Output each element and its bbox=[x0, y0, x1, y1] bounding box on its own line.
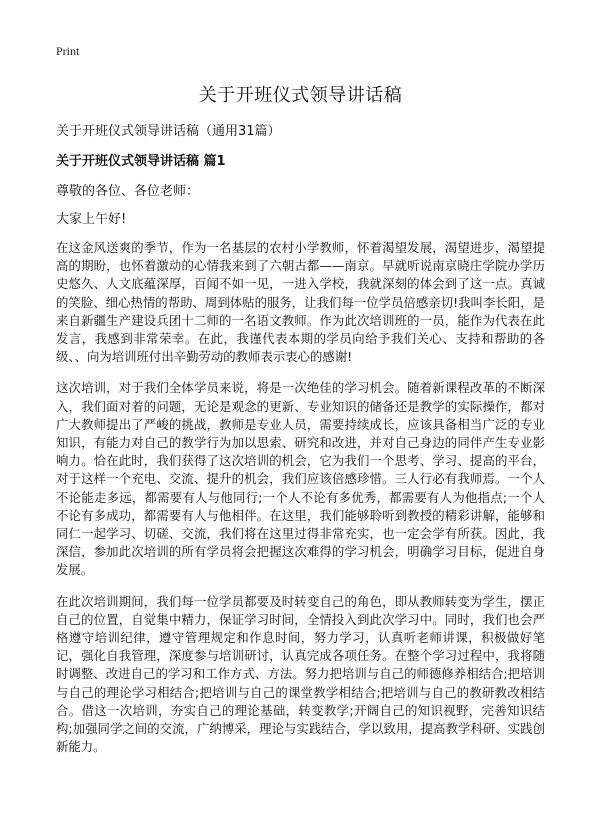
section-heading: 关于开班仪式领导讲话稿 篇1 bbox=[56, 154, 226, 169]
page-title: 关于开班仪式领导讲话稿 bbox=[198, 85, 403, 106]
print-label: Print bbox=[56, 44, 80, 58]
paragraph-2: 这次培训，对于我们全体学员来说，将是一次绝佳的学习机会。随着新课程改革的不断深入，我们面对着的问题，无论是观念的更新、专业知识的储备还是教学的实际操作，都对广大教师提出了严峻的挑战，教师是专业人员，需要持续成长，应该具备相当广泛的专业知识，有能力对自己的教学行为加以思索、研究和改进，并对自己身边的同伴产生专业影响力。恰在此时，我们获得了这次培训的机会，它为我们一个思考、学习、提高的平台，对于这样一个充电、交流、提升的机会，我们应该倍感珍惜。三人行必有我师焉。一个人不论能走多远，都需要有人与他同行;一个人不论有多优秀，都需要有人为他指点;一个人不论有多成功，都需要有人与他相伴。在这里，我们能够聆听到教授的精彩讲解，能够和同仁一起学习、切磋、交流，我们将在这里过得非常充实，也一定会学有所获。因此，我深信，参加此次培训的所有学员将会把握这次难得的学习机会，明确学习目标，促进自身发展。 bbox=[56, 380, 545, 578]
paragraph-3: 在此次培训期间，我们每一位学员都要及时转变自己的角色，即从教师转变为学生，摆正自己的位置，自觉集中精力，保证学习时间，全情投入到此次学习中。同时，我们也会严格遵守培训纪律，遵守管理规定和作息时间，努力学习，认真听老师讲课，积极做好笔记，强化自我管理，深度参与培训研讨，认真完成各项任务。在整个学习过程中，我将随时调整、改进自己的学习和工作方式、方法。努力把培训与自己的师德修养相结合;把培训与自己的理论学习相结合;把培训与自己的课堂教学相结合;把培训与自己的教研教改相结合。借这一次培训，夯实自己的理论基础，转变教学;开阔自己的知识视野，完善知识结构;加强同学之间的交流，广纳博采，理论与实践结合，学以致用，提高教学科研、实践创新能力。 bbox=[56, 593, 545, 755]
greeting: 大家上午好! bbox=[56, 212, 127, 227]
salutation: 尊敬的各位、各位老师： bbox=[56, 184, 200, 199]
paragraph-1: 在这金风送爽的季节，作为一名基层的农村小学教师，怀着渴望发展，渴望进步，渴望提高的期盼，也怀着激动的心情我来到了六朝古都——南京。早就听说南京晓庄学院办学历史悠久、人文底蕴深厚，百闻不如一见，一进入学校，我就深刻的体会到了这一点。真诚的笑脸、细心热情的帮助、周到体贴的服务，让我们每一位学员倍感亲切!我叫李长阳，是来自新疆生产建设兵团十二师的一名语文教师。作为此次培训班的一员，能作为代表在此发言，我感到非常荣幸。在此，我谨代表本期的学员向给予我们关心、支持和帮助的各级、、向为培训班付出辛勤劳动的教师表示衷心的感谢! bbox=[56, 240, 545, 365]
document-subtitle: 关于开班仪式领导讲话稿（通用31篇） bbox=[56, 124, 281, 139]
